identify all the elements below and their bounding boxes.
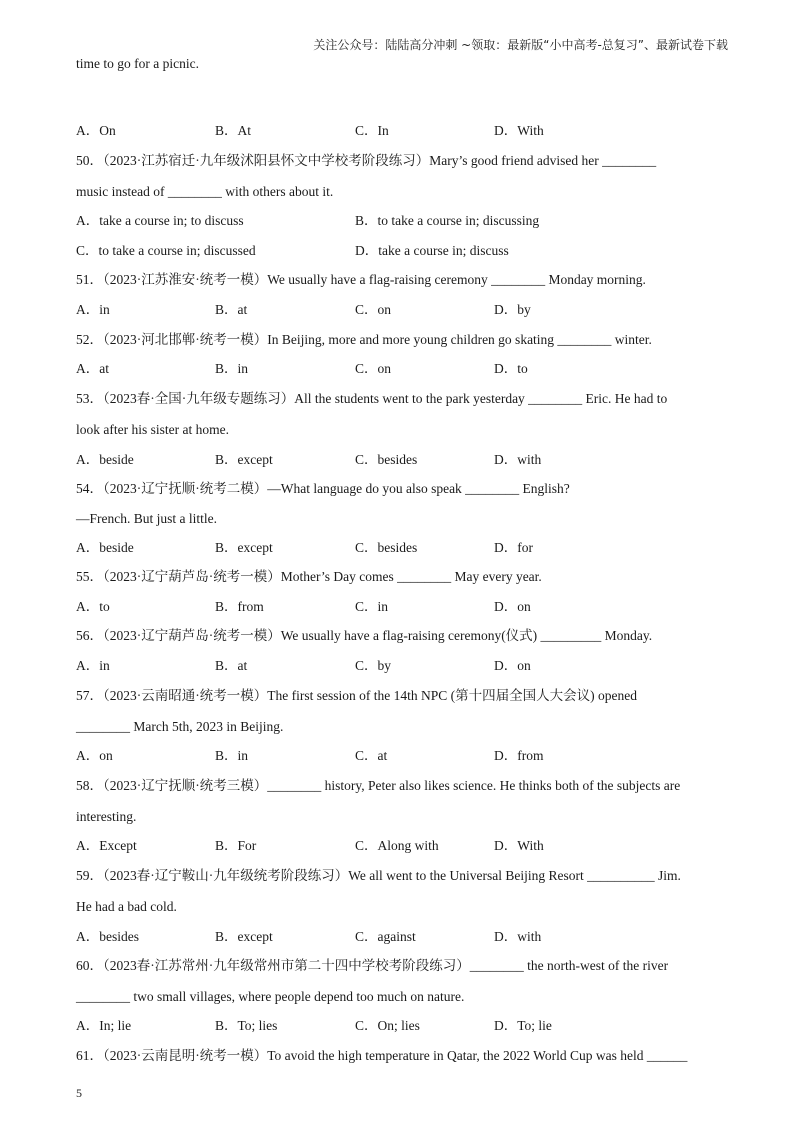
question-text-line: music instead of ________ with others about it.: [76, 184, 334, 199]
answer-option: B．at: [215, 658, 248, 673]
answer-option: B．except: [215, 540, 273, 555]
page-header-promo: 关注公众号：陆陆高分冲刺 ~领取：最新版“小中高考-总复习”、最新试卷下载: [313, 38, 728, 52]
answer-option: C．to take a course in; discussed: [76, 243, 256, 258]
question-text-line: 61．（2023·云南昆明·统考一模）To avoid the high temperature in Qatar, the 2022 World Cup was held ______: [76, 1048, 688, 1063]
answer-option: C．in: [355, 599, 389, 614]
answer-options-row: [76, 929, 726, 945]
answer-option: B．except: [215, 929, 273, 944]
answer-options-row: [76, 452, 726, 468]
question-text-line: 57．（2023·云南昭通·统考一模）The first session of the 14th NPC (第十四届全国人大会议) opened: [76, 688, 637, 703]
answer-option: D．for: [494, 540, 533, 555]
question-text-line: —French. But just a little.: [76, 511, 217, 526]
answer-option: C．on: [355, 302, 392, 317]
answer-option: B．in: [215, 361, 249, 376]
question-text-line: 53．（2023春·全国·九年级专题练习）All the students went to the park yesterday ________ Eric. He had to: [76, 391, 668, 406]
question-text-line: time to go for a picnic.: [76, 56, 199, 71]
answer-option: A．Except: [76, 838, 137, 853]
answer-option: A．beside: [76, 540, 134, 555]
answer-option: D．to: [494, 361, 528, 376]
answer-option: D．on: [494, 658, 531, 673]
answer-options-row: [76, 838, 726, 854]
answer-option: C．at: [355, 748, 388, 763]
answer-option: D．with: [494, 929, 542, 944]
answer-options-row: [76, 540, 726, 556]
answer-option: B．from: [215, 599, 264, 614]
question-text-line: 58．（2023·辽宁抚顺·统考三模）________ history, Peter also likes science. He thinks both of the subjects are: [76, 778, 681, 793]
question-text-line: He had a bad cold.: [76, 899, 177, 914]
answer-option: A．at: [76, 361, 109, 376]
answer-option: C．besides: [355, 540, 418, 555]
question-text-line: 55．（2023·辽宁葫芦岛·统考一模）Mother’s Day comes ________ May every year.: [76, 569, 542, 584]
answer-option: C．on: [355, 361, 392, 376]
answer-option: D．from: [494, 748, 544, 763]
answer-options-row: [76, 213, 726, 229]
question-text-line: look after his sister at home.: [76, 422, 229, 437]
question-text-line: 51．（2023·江苏淮安·统考一模）We usually have a flag-raising ceremony ________ Monday morning.: [76, 272, 646, 287]
answer-option: C．On; lies: [355, 1018, 420, 1033]
answer-option: D．on: [494, 599, 531, 614]
question-text-line: ________ March 5th, 2023 in Beijing.: [76, 719, 284, 734]
answer-options-row: [76, 748, 726, 764]
question-text-line: 59．（2023春·辽宁鞍山·九年级统考阶段练习）We all went to the Universal Beijing Resort __________ Jim.: [76, 868, 681, 883]
answer-option: C．Along with: [355, 838, 439, 853]
answer-option: D．To; lie: [494, 1018, 552, 1033]
answer-option: D．With: [494, 838, 544, 853]
answer-option: A．on: [76, 748, 113, 763]
answer-option: D．With: [494, 123, 544, 138]
question-text-line: 50．（2023·江苏宿迁·九年级沭阳县怀文中学校考阶段练习）Mary’s good friend advised her ________: [76, 153, 657, 168]
question-text-line: 56．（2023·辽宁葫芦岛·统考一模）We usually have a flag-raising ceremony(仪式) _________ Monday.: [76, 628, 653, 643]
question-text-line: 60．（2023春·江苏常州·九年级常州市第二十四中学校考阶段练习）________ the north-west of the river: [76, 958, 669, 973]
answer-option: C．In: [355, 123, 389, 138]
answer-options-row: [76, 302, 726, 318]
answer-option: C．besides: [355, 452, 418, 467]
answer-options-row: [76, 1018, 726, 1034]
answer-option: D．with: [494, 452, 542, 467]
question-text-line: ________ two small villages, where people depend too much on nature.: [76, 989, 465, 1004]
answer-option: B．at: [215, 302, 248, 317]
answer-option: A．In; lie: [76, 1018, 132, 1033]
answer-option: C．by: [355, 658, 392, 673]
answer-option: B．To; lies: [215, 1018, 278, 1033]
answer-option: D．take a course in; discuss: [355, 243, 509, 258]
answer-option: A．to: [76, 599, 110, 614]
question-text-line: 52．（2023·河北邯郸·统考一模）In Beijing, more and more young children go skating ________ winter.: [76, 332, 652, 347]
answer-option: B．to take a course in; discussing: [355, 213, 540, 228]
answer-options-row: [76, 123, 726, 139]
answer-options-row: [76, 599, 726, 615]
question-text-line: 54．（2023·辽宁抚顺·统考二模）—What language do you also speak ________ English?: [76, 481, 570, 496]
answer-option: A．besides: [76, 929, 139, 944]
answer-option: A．take a course in; to discuss: [76, 213, 244, 228]
answer-options-row: [76, 361, 726, 377]
question-text-line: interesting.: [76, 809, 137, 824]
answer-option: B．At: [215, 123, 252, 138]
answer-options-row: [76, 658, 726, 674]
answer-option: B．in: [215, 748, 249, 763]
answer-option: B．except: [215, 452, 273, 467]
answer-option: A．in: [76, 302, 110, 317]
answer-options-row: [76, 243, 726, 259]
answer-option: C．against: [355, 929, 416, 944]
answer-option: A．beside: [76, 452, 134, 467]
page-number: 5: [76, 1086, 82, 1100]
answer-option: A．On: [76, 123, 116, 138]
answer-option: A．in: [76, 658, 110, 673]
answer-option: B．For: [215, 838, 257, 853]
answer-option: D．by: [494, 302, 531, 317]
